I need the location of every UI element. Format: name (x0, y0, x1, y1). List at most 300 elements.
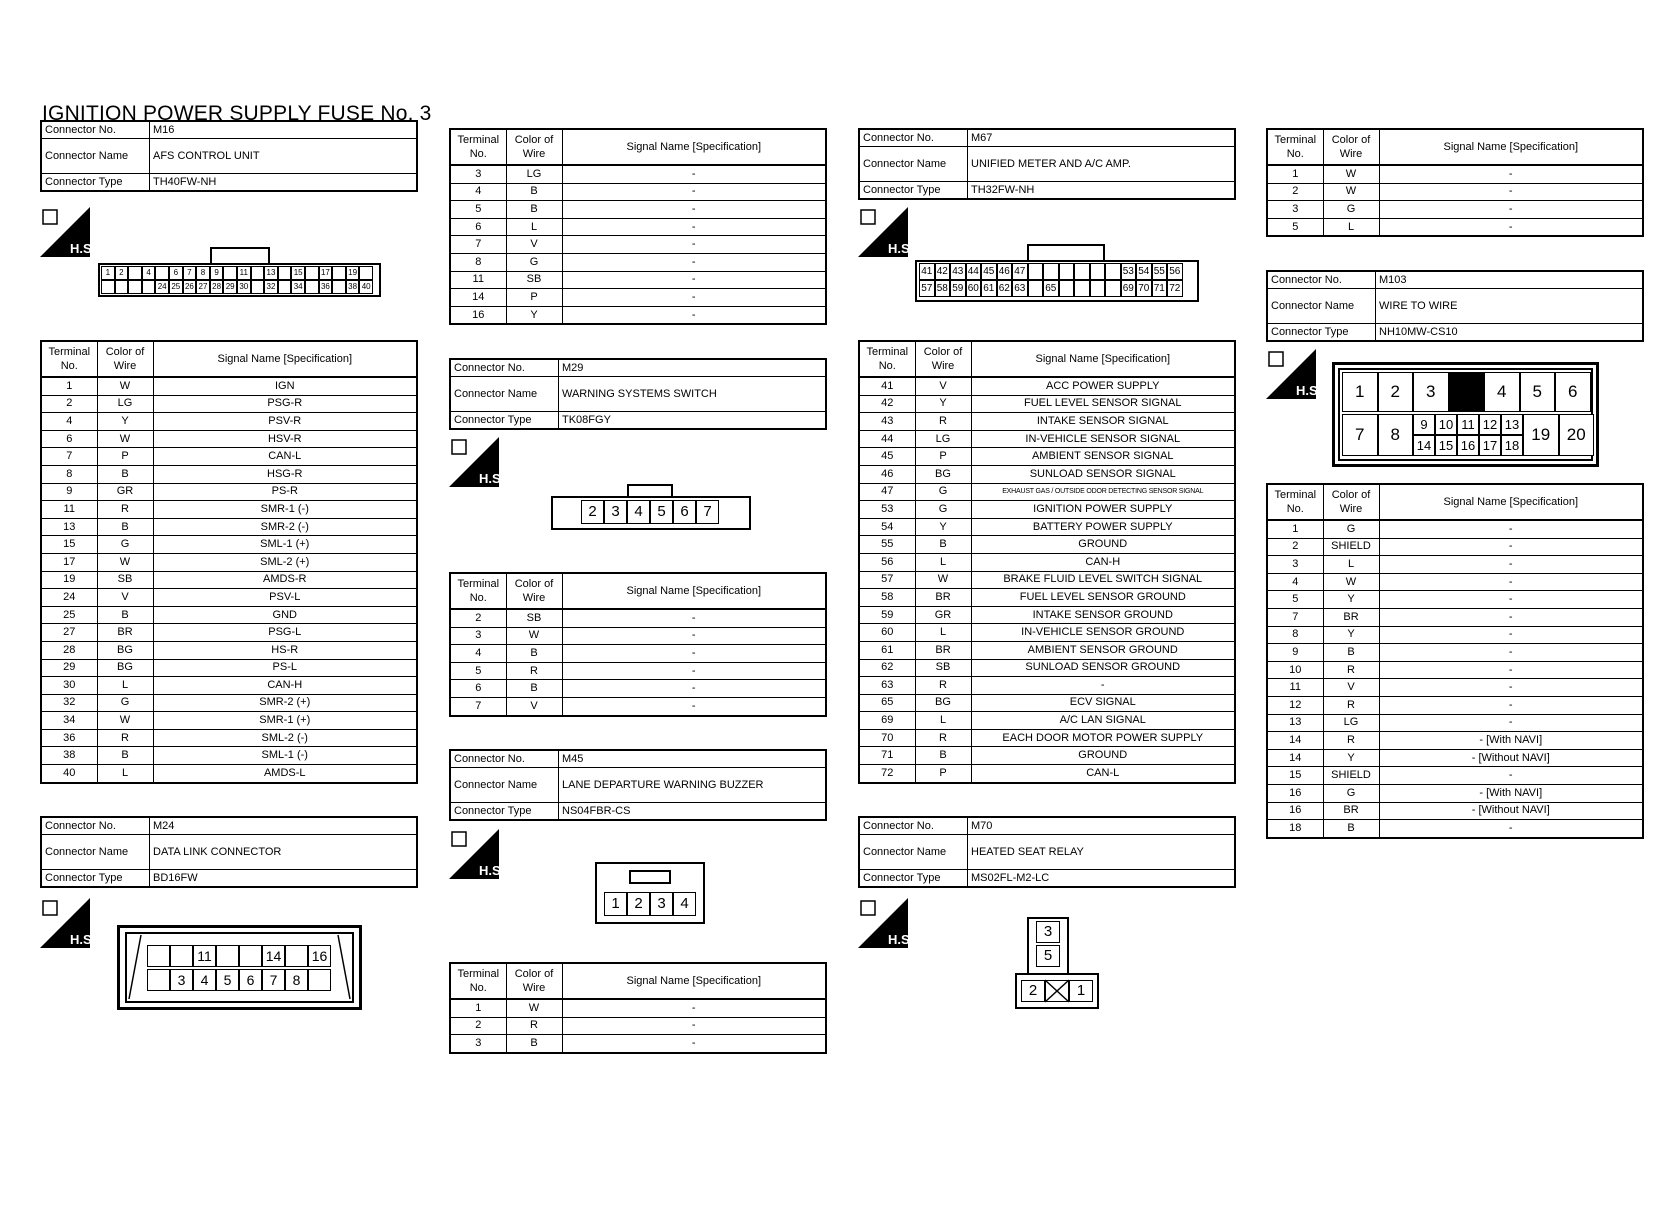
color-cell: V (1323, 679, 1379, 697)
harness-side-icon (40, 207, 96, 257)
signal-cell: CAN-H (153, 677, 417, 695)
color-cell: V (506, 697, 562, 715)
harness-side-icon (858, 898, 914, 948)
connector-pin (285, 945, 308, 967)
terminal-cell: 47 (859, 483, 915, 501)
connector-pin: 32 (264, 280, 278, 294)
signal-cell: - (1379, 201, 1643, 219)
connector-pin (1105, 280, 1121, 297)
connector-pin: 11 (1457, 414, 1479, 435)
terminal-cell: 3 (1267, 556, 1323, 574)
table-row (859, 571, 1235, 589)
connector-pin: 7 (696, 500, 719, 524)
terminal-cell: 40 (41, 765, 97, 783)
terminal-cell: 3 (450, 165, 506, 183)
terminal-cell: 12 (1267, 696, 1323, 714)
table-row (450, 1035, 826, 1053)
connector-pin (278, 280, 292, 294)
connector-info-m67 (858, 128, 1236, 200)
connector-pin (251, 280, 265, 294)
connector-pin: 18 (1501, 435, 1523, 456)
connector-pin: 17 (319, 266, 333, 280)
signal-cell: IGN (153, 377, 417, 395)
table-row (41, 553, 417, 571)
connector-pin: 3 (170, 969, 193, 991)
signal-cell: - (1379, 696, 1643, 714)
color-cell: B (1323, 820, 1379, 838)
connector-pin (1028, 280, 1044, 297)
connector-pin: 61 (981, 280, 997, 297)
signal-cell: A/C LAN SIGNAL (971, 712, 1235, 730)
color-cell: W (506, 999, 562, 1017)
connector-face-m67 (915, 244, 1199, 302)
label: Connector Name (450, 377, 559, 412)
color-cell: Y (97, 413, 153, 431)
connector-pin: 20 (1559, 414, 1595, 456)
connector-name: DATA LINK CONNECTOR (150, 835, 418, 870)
connector-pin (128, 280, 142, 294)
color-cell: LG (915, 430, 971, 448)
connector-pin: 8 (1378, 414, 1414, 456)
table-row (450, 218, 826, 236)
terminal-cell: 34 (41, 712, 97, 730)
terminal-cell: 7 (450, 697, 506, 715)
signal-cell: PS-R (153, 483, 417, 501)
connector-pin: 27 (196, 280, 210, 294)
table-row (41, 606, 417, 624)
color-cell: W (97, 430, 153, 448)
signal-cell: - (1379, 556, 1643, 574)
table-row (1267, 802, 1643, 820)
connector-face-m29 (551, 484, 751, 530)
signal-cell: HSV-R (153, 430, 417, 448)
header-signal: Signal Name [Specification] (971, 341, 1235, 377)
terminal-table-m67 (858, 340, 1236, 784)
connector-pin: 7 (1342, 414, 1378, 456)
color-cell: W (1323, 183, 1379, 201)
label: Connector No. (1267, 271, 1376, 289)
table-row (41, 483, 417, 501)
signal-cell: - (562, 289, 826, 307)
terminal-cell: 5 (450, 201, 506, 219)
table-row (1267, 732, 1643, 750)
color-cell: G (97, 694, 153, 712)
terminal-table-m24 (449, 128, 827, 325)
connector-name: LANE DEPARTURE WARNING BUZZER (559, 768, 827, 803)
signal-cell: CAN-L (153, 448, 417, 466)
connector-face-m16 (98, 247, 381, 297)
connector-type: NS04FBR-CS (559, 803, 827, 821)
terminal-cell: 19 (41, 571, 97, 589)
table-row (1267, 591, 1643, 609)
connector-pin: 4 (1484, 372, 1520, 412)
connector-pin: 4 (142, 266, 156, 280)
label: Connector No. (859, 129, 968, 147)
connector-pin: 63 (1012, 280, 1028, 297)
table-row (450, 680, 826, 698)
table-row (450, 289, 826, 307)
connector-pin: 53 (1121, 263, 1137, 280)
label: Connector Name (41, 139, 150, 174)
connector-pin: 46 (997, 263, 1013, 280)
terminal-cell: 44 (859, 430, 915, 448)
table-row (859, 430, 1235, 448)
connector-pin (332, 266, 346, 280)
connector-info-m45 (449, 749, 827, 821)
connector-pin (1059, 263, 1075, 280)
signal-cell: SML-1 (+) (153, 536, 417, 554)
terminal-cell: 27 (41, 624, 97, 642)
table-row (1267, 749, 1643, 767)
terminal-cell: 1 (41, 377, 97, 395)
signal-cell: - (562, 627, 826, 645)
connector-pin: 5 (650, 500, 673, 524)
connector-pin: 45 (981, 263, 997, 280)
header-color: Color of Wire (506, 129, 562, 165)
signal-cell: - (1379, 183, 1643, 201)
color-cell: SHIELD (1323, 767, 1379, 785)
terminal-cell: 28 (41, 641, 97, 659)
label: Connector Name (859, 147, 968, 182)
label: Connector Type (859, 182, 968, 200)
color-cell: B (506, 183, 562, 201)
connector-face-m45 (595, 862, 705, 924)
table-row (859, 465, 1235, 483)
terminal-cell: 55 (859, 536, 915, 554)
signal-cell: GROUND (971, 536, 1235, 554)
connector-pin: 26 (183, 280, 197, 294)
label: Connector Type (859, 870, 968, 888)
signal-cell: SMR-2 (-) (153, 518, 417, 536)
terminal-cell: 71 (859, 747, 915, 765)
header-color: Color of Wire (915, 341, 971, 377)
signal-cell: PS-L (153, 659, 417, 677)
signal-cell: - (1379, 608, 1643, 626)
header-color: Color of Wire (1323, 484, 1379, 520)
terminal-cell: 57 (859, 571, 915, 589)
terminal-cell: 9 (41, 483, 97, 501)
terminal-cell: 14 (450, 289, 506, 307)
connector-pin: 59 (950, 280, 966, 297)
connector-pin (1090, 280, 1106, 297)
signal-cell: - (562, 999, 826, 1017)
terminal-cell: 14 (1267, 732, 1323, 750)
table-row (1267, 520, 1643, 538)
connector-pin (1028, 263, 1044, 280)
connector-no: M67 (968, 129, 1236, 147)
connector-pin (308, 969, 331, 991)
table-row (1267, 608, 1643, 626)
connector-pin: 17 (1479, 435, 1501, 456)
signal-cell: - (562, 183, 826, 201)
terminal-cell: 3 (450, 1035, 506, 1053)
harness-side-icon (449, 437, 505, 487)
signal-cell: - (1379, 767, 1643, 785)
table-row (859, 377, 1235, 395)
connector-pin: 13 (264, 266, 278, 280)
connector-type: MS02FL-M2-LC (968, 870, 1236, 888)
color-cell: W (506, 627, 562, 645)
terminal-cell: 46 (859, 465, 915, 483)
signal-cell: - (1379, 520, 1643, 538)
signal-cell: - (971, 677, 1235, 695)
terminal-cell: 11 (41, 501, 97, 519)
connector-pin: 34 (291, 280, 305, 294)
connector-pin: 14 (1413, 435, 1435, 456)
signal-cell: BATTERY POWER SUPPLY (971, 518, 1235, 536)
table-row (859, 518, 1235, 536)
color-cell: GR (97, 483, 153, 501)
terminal-table-m70 (1266, 128, 1644, 237)
terminal-cell: 1 (450, 999, 506, 1017)
terminal-cell: 8 (1267, 626, 1323, 644)
color-cell: SB (915, 659, 971, 677)
connector-pin: 65 (1043, 280, 1059, 297)
color-cell: G (1323, 784, 1379, 802)
table-row (41, 747, 417, 765)
terminal-cell: 6 (450, 218, 506, 236)
terminal-cell: 3 (450, 627, 506, 645)
connector-pin: 30 (237, 280, 251, 294)
color-cell: Y (506, 306, 562, 324)
connector-pin: 56 (1167, 263, 1183, 280)
svg-text:H.S.: H.S. (888, 932, 914, 947)
connector-pin (1043, 263, 1059, 280)
header-signal: Signal Name [Specification] (562, 573, 826, 609)
connector-face-m24 (117, 925, 362, 1010)
terminal-cell: 7 (450, 236, 506, 254)
terminal-cell: 6 (41, 430, 97, 448)
header-terminal: Terminal No. (1267, 129, 1323, 165)
color-cell: L (97, 677, 153, 695)
connector-pin: 16 (1457, 435, 1479, 456)
signal-cell: GROUND (971, 747, 1235, 765)
color-cell: L (915, 553, 971, 571)
connector-pin (1074, 263, 1090, 280)
table-row (450, 236, 826, 254)
color-cell: R (506, 662, 562, 680)
connector-pin (1074, 280, 1090, 297)
terminal-cell: 69 (859, 712, 915, 730)
table-row (1267, 201, 1643, 219)
terminal-cell: 63 (859, 677, 915, 695)
table-row (859, 606, 1235, 624)
connector-pin: 2 (1021, 980, 1045, 1002)
color-cell: G (915, 501, 971, 519)
signal-cell: INTAKE SENSOR SIGNAL (971, 413, 1235, 431)
terminal-cell: 54 (859, 518, 915, 536)
signal-cell: CAN-L (971, 765, 1235, 783)
terminal-cell: 36 (41, 729, 97, 747)
connector-pin (170, 945, 193, 967)
connector-pin: 62 (997, 280, 1013, 297)
terminal-cell: 9 (1267, 644, 1323, 662)
signal-cell: SMR-1 (+) (153, 712, 417, 730)
table-row (450, 183, 826, 201)
signal-cell: - [With NAVI] (1379, 732, 1643, 750)
label: Connector No. (859, 817, 968, 835)
connector-pin: 1 (101, 266, 115, 280)
connector-pin (1090, 263, 1106, 280)
connector-outline (117, 925, 362, 1010)
connector-pin: 4 (673, 892, 696, 916)
color-cell: B (97, 518, 153, 536)
terminal-cell: 5 (450, 662, 506, 680)
blank-cavity-mark (1045, 980, 1069, 1002)
signal-cell: AMBIENT SENSOR SIGNAL (971, 448, 1235, 466)
connector-name: AFS CONTROL UNIT (150, 139, 418, 174)
color-cell: W (97, 712, 153, 730)
terminal-cell: 59 (859, 606, 915, 624)
table-row (41, 430, 417, 448)
signal-cell: - (562, 1035, 826, 1053)
signal-cell: - (562, 165, 826, 183)
signal-cell: FUEL LEVEL SENSOR GROUND (971, 589, 1235, 607)
table-row (450, 627, 826, 645)
signal-cell: FUEL LEVEL SENSOR SIGNAL (971, 395, 1235, 413)
harness-side-icon (858, 207, 914, 257)
connector-pin (1059, 280, 1075, 297)
connector-pin (128, 266, 142, 280)
table-row (1267, 644, 1643, 662)
table-row (859, 483, 1235, 501)
connector-pin (216, 945, 239, 967)
terminal-cell: 2 (1267, 538, 1323, 556)
connector-pin: 44 (966, 263, 982, 280)
table-row (41, 641, 417, 659)
table-row (859, 729, 1235, 747)
header-terminal: Terminal No. (450, 573, 506, 609)
color-cell: Y (915, 518, 971, 536)
header-terminal: Terminal No. (450, 129, 506, 165)
svg-text:H.S.: H.S. (1296, 383, 1322, 398)
connector-name: HEATED SEAT RELAY (968, 835, 1236, 870)
signal-cell: AMDS-L (153, 765, 417, 783)
connector-pin (147, 945, 170, 967)
terminal-cell: 62 (859, 659, 915, 677)
connector-info-m70 (858, 816, 1236, 888)
terminal-cell: 14 (1267, 749, 1323, 767)
signal-cell: - (1379, 165, 1643, 183)
terminal-cell: 60 (859, 624, 915, 642)
header-signal: Signal Name [Specification] (1379, 129, 1643, 165)
connector-pin: 5 (1036, 945, 1060, 967)
label: Connector No. (450, 359, 559, 377)
color-cell: L (915, 712, 971, 730)
signal-cell: HS-R (153, 641, 417, 659)
connector-pin: 9 (210, 266, 224, 280)
signal-cell: - [Without NAVI] (1379, 749, 1643, 767)
label: Connector Name (41, 835, 150, 870)
signal-cell: - (1379, 591, 1643, 609)
table-row (859, 712, 1235, 730)
table-row (450, 201, 826, 219)
table-row (1267, 714, 1643, 732)
color-cell: G (1323, 201, 1379, 219)
terminal-cell: 13 (1267, 714, 1323, 732)
color-cell: W (1323, 573, 1379, 591)
signal-cell: IN-VEHICLE SENSOR GROUND (971, 624, 1235, 642)
terminal-cell: 8 (450, 253, 506, 271)
color-cell: SHIELD (1323, 538, 1379, 556)
color-cell: R (915, 413, 971, 431)
table-row (41, 465, 417, 483)
color-cell: R (1323, 732, 1379, 750)
table-row (41, 395, 417, 413)
color-cell: SB (506, 609, 562, 627)
connector-pin: 6 (1555, 372, 1591, 412)
terminal-table-m29 (449, 572, 827, 717)
harness-side-icon (449, 829, 505, 879)
signal-cell: - (562, 201, 826, 219)
connector-pin: 41 (919, 263, 935, 280)
color-cell: W (97, 377, 153, 395)
signal-cell: HSG-R (153, 465, 417, 483)
connector-pin: 19 (346, 266, 360, 280)
connector-pin: 70 (1136, 280, 1152, 297)
connector-pin: 8 (285, 969, 308, 991)
connector-name: WIRE TO WIRE (1376, 289, 1644, 324)
color-cell: G (915, 483, 971, 501)
table-row (41, 571, 417, 589)
signal-cell: CAN-H (971, 553, 1235, 571)
terminal-cell: 43 (859, 413, 915, 431)
connector-pin (278, 266, 292, 280)
signal-cell: - (1379, 820, 1643, 838)
connector-info-m29 (449, 358, 827, 430)
connector-type: TK08FGY (559, 412, 827, 430)
table-row (1267, 820, 1643, 838)
color-cell: B (915, 536, 971, 554)
terminal-cell: 15 (1267, 767, 1323, 785)
signal-cell: SML-2 (-) (153, 729, 417, 747)
table-row (41, 694, 417, 712)
connector-pin: 19 (1523, 414, 1559, 456)
connector-pin: 8 (196, 266, 210, 280)
header-color: Color of Wire (506, 573, 562, 609)
color-cell: BR (915, 589, 971, 607)
table-row (450, 271, 826, 289)
signal-cell: INTAKE SENSOR GROUND (971, 606, 1235, 624)
table-row (1267, 767, 1643, 785)
terminal-cell: 4 (450, 183, 506, 201)
connector-pin: 1 (1069, 980, 1093, 1002)
signal-cell: - (562, 1017, 826, 1035)
terminal-cell: 53 (859, 501, 915, 519)
terminal-cell: 4 (41, 413, 97, 431)
table-row (1267, 538, 1643, 556)
terminal-cell: 72 (859, 765, 915, 783)
connector-pin: 13 (1501, 414, 1523, 435)
table-row (1267, 696, 1643, 714)
connector-pin: 1 (1342, 372, 1378, 412)
terminal-cell: 2 (41, 395, 97, 413)
color-cell: P (915, 765, 971, 783)
harness-side-icon (1266, 349, 1322, 399)
terminal-table-m45 (449, 962, 827, 1054)
color-cell: LG (97, 395, 153, 413)
header-signal: Signal Name [Specification] (153, 341, 417, 377)
table-row (859, 659, 1235, 677)
terminal-table-m103 (1266, 483, 1644, 839)
table-row (859, 589, 1235, 607)
terminal-cell: 18 (1267, 820, 1323, 838)
table-row (450, 697, 826, 715)
signal-cell: SMR-2 (+) (153, 694, 417, 712)
terminal-cell: 13 (41, 518, 97, 536)
connector-pin: 16 (308, 945, 331, 967)
terminal-cell: 7 (41, 448, 97, 466)
